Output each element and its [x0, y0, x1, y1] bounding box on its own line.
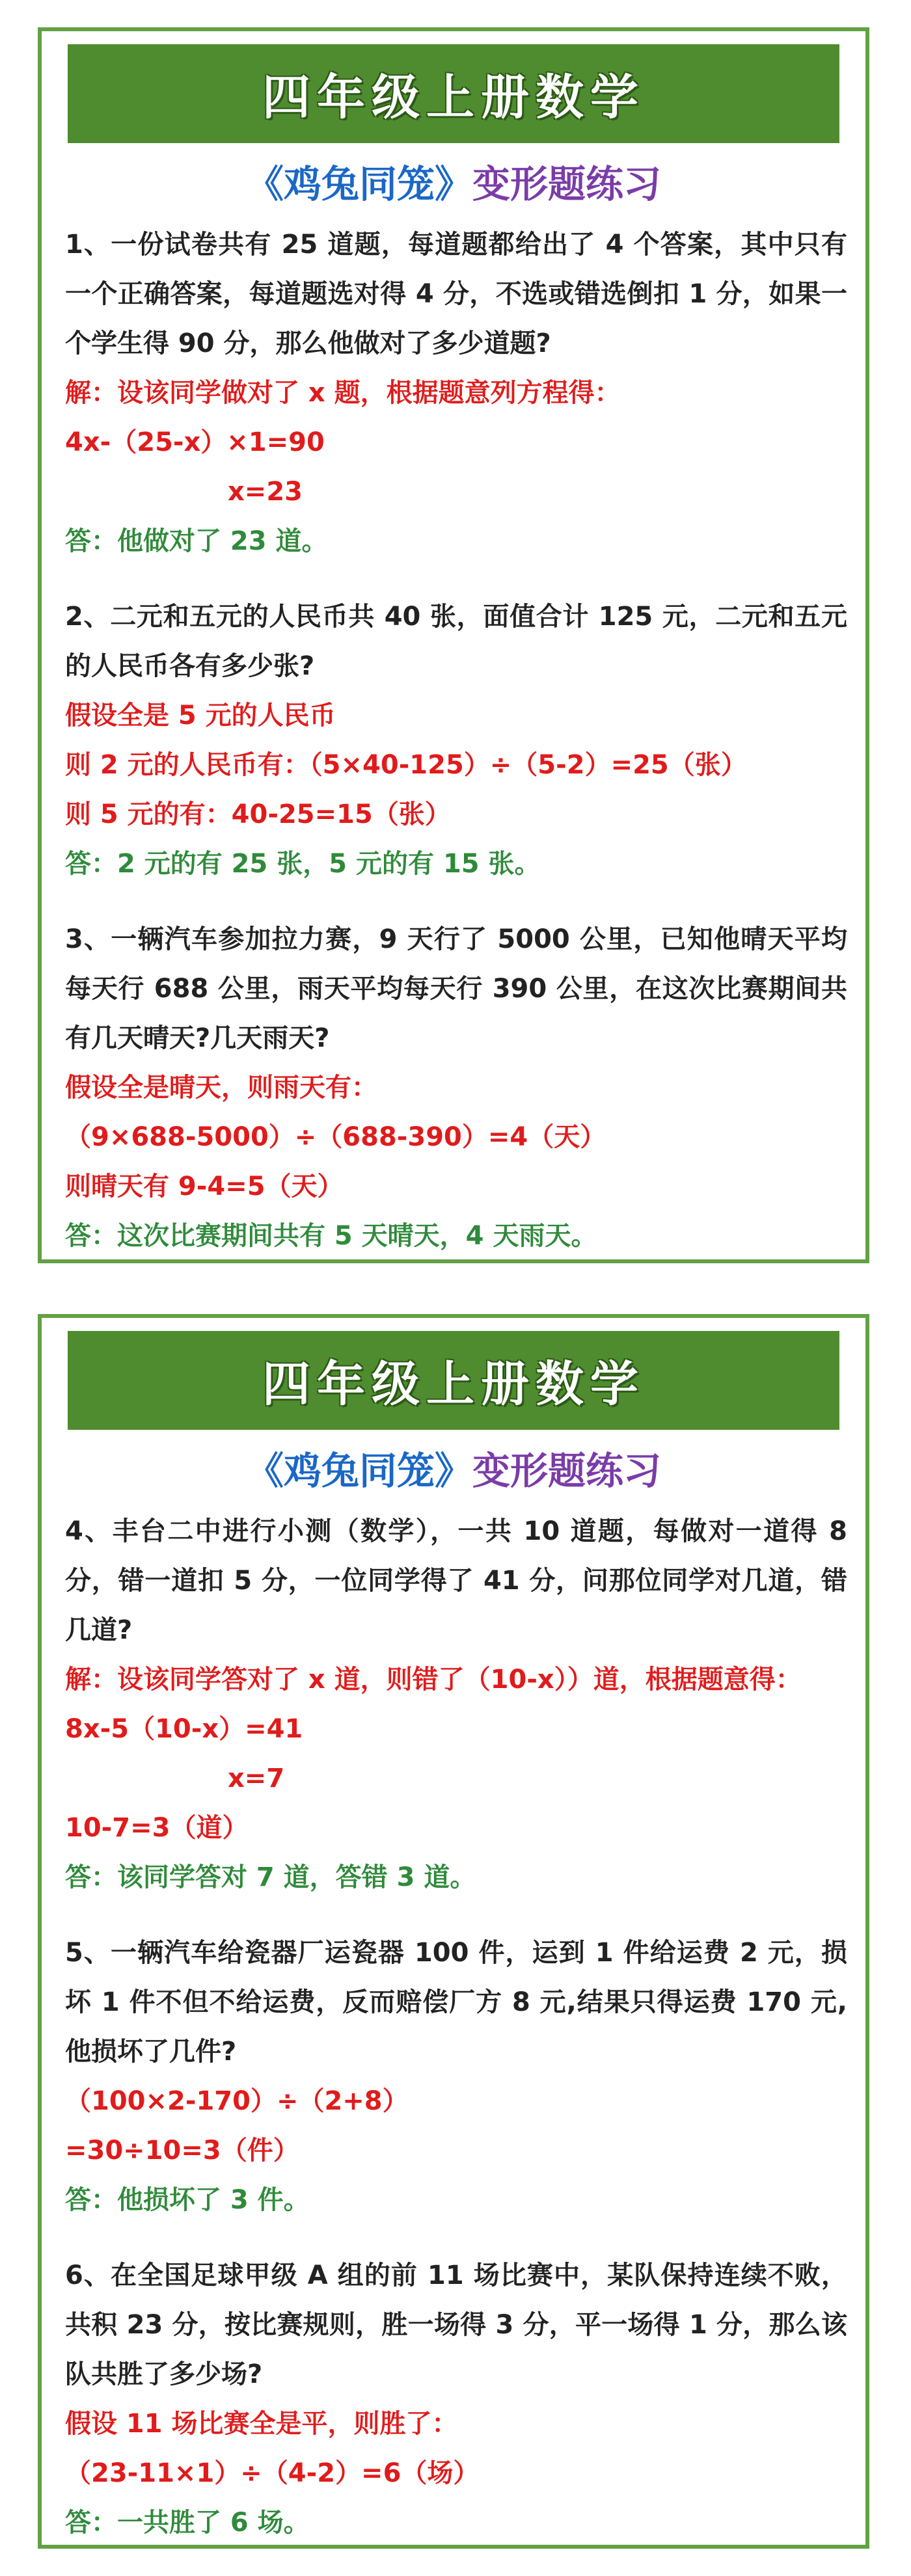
solution-step: 8x-5（10-x）=41 [65, 1714, 303, 1744]
problem-question: 6、在全国足球甲级 A 组的前 11 场比赛中，某队保持连续不败，共积 23 分，按比赛规则，胜一场得 3 分，平一场得 1 分，那么该队共胜了多少场? [65, 2261, 847, 2389]
subtitle-topic: 《鸡兔同笼》 [245, 1449, 472, 1493]
problem-5 [65, 1928, 847, 2225]
subtitle-kind: 变形题练习 [472, 162, 662, 206]
problem-list [65, 220, 847, 1261]
solution-step: 10-7=3（道） [65, 1813, 249, 1843]
solution-step: （100×2-170）÷（2+8） [65, 2086, 409, 2116]
solution-step: 则 5 元的有：40-25=15（张） [65, 799, 451, 829]
subtitle-kind: 变形题练习 [472, 1449, 662, 1493]
problem-question: 1、一份试卷共有 25 道题，每道题都给出了 4 个答案，其中只有一个正确答案，每道题选对得 4 分，不选或错选倒扣 1 分，如果一个学生得 90 分，那么他做对了多少道题? [65, 230, 847, 358]
title-banner [68, 44, 839, 143]
page-title: 四年级上册数学 [262, 1356, 645, 1412]
problem-answer: 答：他做对了 23 道。 [65, 526, 328, 556]
problem-answer: 答：该同学答对 7 道，答错 3 道。 [65, 1862, 476, 1892]
problem-2 [65, 592, 847, 889]
solution-step: 4x-（25-x）×1=90 [65, 427, 325, 457]
problem-1 [65, 220, 847, 566]
solution-step: x=7 [228, 1764, 285, 1793]
solution-step: 则晴天有 9-4=5（天） [65, 1172, 344, 1201]
problem-4 [65, 1507, 847, 1902]
problem-6 [65, 2251, 847, 2547]
subtitle [42, 1442, 865, 1500]
solution-step: 则 2 元的人民币有：（5×40-125）÷（5-2）=25（张） [65, 750, 747, 780]
solution-step: =30÷10=3（件） [65, 2136, 299, 2166]
problem-question: 3、一辆汽车参加拉力赛，9 天行了 5000 公里，已知他晴天平均每天行 688 公里，雨天平均每天行 390 公里，在这次比赛期间共有几天晴天?几天雨天? [65, 924, 847, 1053]
problem-question: 4、丰台二中进行小测（数学），一共 10 道题，每做对一道得 8 分，错一道扣 5 分，一位同学得了 41 分，问那位同学对几道，错几道? [65, 1516, 847, 1645]
solution-step: （23-11×1）÷（4-2）=6（场） [65, 2458, 480, 2488]
solution-step: 假设全是 5 元的人民币 [65, 701, 336, 731]
page-title: 四年级上册数学 [262, 70, 645, 126]
problem-answer: 答：这次比赛期间共有 5 天晴天，4 天雨天。 [65, 1221, 597, 1251]
solution-step: x=23 [228, 477, 303, 507]
problem-list [65, 1507, 847, 2547]
problem-answer: 答：2 元的有 25 张，5 元的有 15 张。 [65, 849, 541, 879]
worksheet-card-2 [38, 1314, 869, 2549]
worksheet-card-1 [38, 27, 869, 1263]
problem-question: 2、二元和五元的人民币共 40 张，面值合计 125 元，二元和五元的人民币各有多少张? [65, 602, 847, 681]
problem-3 [65, 915, 847, 1261]
solution-step: 解：设该同学答对了 x 道，则错了（10-x））道，根据题意得： [65, 1665, 802, 1695]
subtitle-topic: 《鸡兔同笼》 [245, 162, 472, 206]
solution-step: （9×688-5000）÷（688-390）=4（天） [65, 1122, 606, 1152]
title-banner [68, 1331, 839, 1430]
problem-question: 5、一辆汽车给瓷器厂运瓷器 100 件，运到 1 件给运费 2 元，损坏 1 件不但不给运费，反而赔偿厂方 8 元,结果只得运费 170 元,他损坏了几件? [65, 1938, 847, 2067]
solution-step: 假设 11 场比赛全是平，则胜了： [65, 2409, 458, 2439]
solution-step: 假设全是晴天，则雨天有： [65, 1073, 377, 1103]
solution-step: 解：设该同学做对了 x 题，根据题意列方程得： [65, 378, 621, 408]
subtitle [42, 155, 865, 213]
problem-answer: 答：他损坏了 3 件。 [65, 2185, 310, 2215]
problem-answer: 答：一共胜了 6 场。 [65, 2508, 310, 2538]
